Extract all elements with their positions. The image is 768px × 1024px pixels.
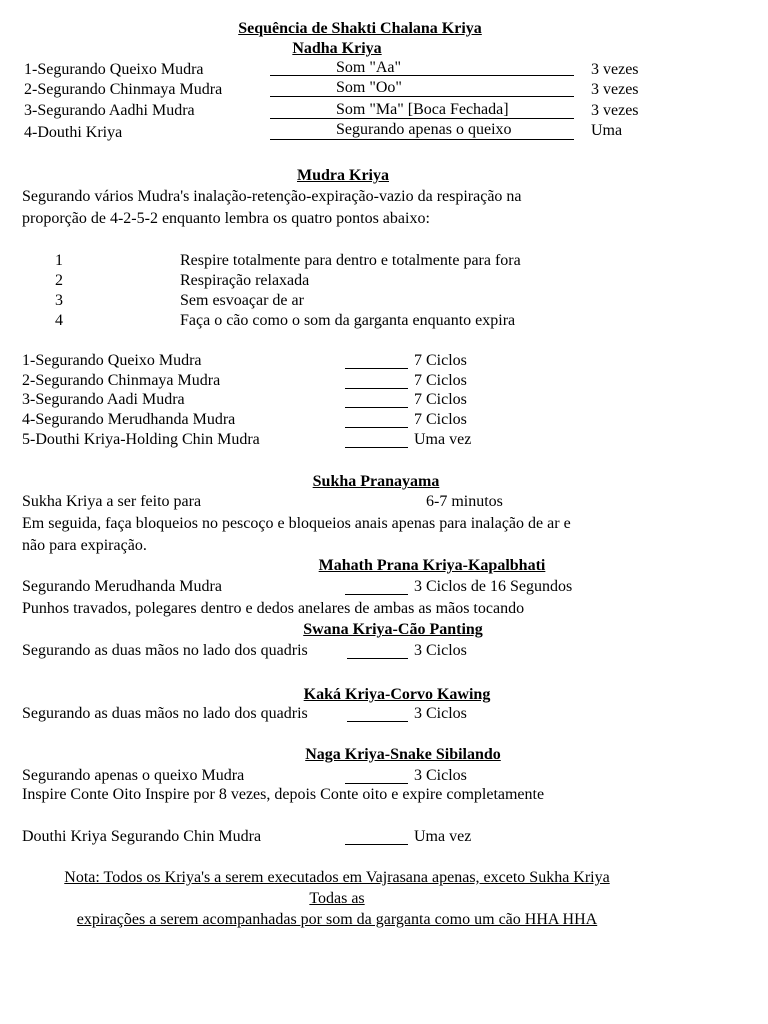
nadha-row-1-desc: Som "Aa" — [336, 59, 402, 76]
sukha-text-line-2: não para expiração. — [22, 537, 147, 554]
mudra-intro-line-2: proporção de 4-2-5-2 enquanto lembra os quatro pontos abaixo: — [22, 210, 430, 227]
douthi-final-label: Douthi Kriya Segurando Chin Mudra — [22, 828, 262, 845]
mudra-row-1-count: 7 Ciclos — [414, 352, 467, 369]
mudra-row-4-count: 7 Ciclos — [414, 411, 467, 428]
nadha-row-4-count: Uma — [591, 122, 623, 139]
kaka-label: Segurando as duas mãos no lado dos quadris — [22, 705, 308, 722]
mudra-kriya-heading: Mudra Kriya — [297, 167, 389, 184]
naga-kriya-heading: Naga Kriya-Snake Sibilando — [305, 746, 501, 763]
mudra-row-5-label: 5-Douthi Kriya-Holding Chin Mudra — [22, 431, 260, 448]
kaka-blank — [347, 721, 408, 722]
kaka-count: 3 Ciclos — [414, 705, 467, 722]
mudra-row-2-blank — [345, 388, 408, 389]
mahath-prana-heading: Mahath Prana Kriya-Kapalbhati — [318, 557, 546, 574]
point-2-text: Respiração relaxada — [180, 272, 310, 289]
mudra-row-3-count: 7 Ciclos — [414, 391, 467, 408]
note-line-1: Nota: Todos os Kriya's a serem executados em Vajrasana apenas, exceto Sukha Kriya — [64, 869, 610, 886]
nadha-row-2-label: 2-Segurando Chinmaya Mudra — [24, 81, 223, 98]
point-3-text: Sem esvoaçar de ar — [180, 292, 304, 309]
mudra-row-5-count: Uma vez — [414, 431, 472, 448]
mudra-row-5-blank — [345, 447, 408, 448]
mudra-intro-line-1: Segurando vários Mudra's inalação-retenção-expiração-vazio da respiração na — [22, 188, 522, 205]
swana-count: 3 Ciclos — [414, 642, 467, 659]
swana-label: Segurando as duas mãos no lado dos quadris — [22, 642, 308, 659]
mudra-row-3-label: 3-Segurando Aadi Mudra — [22, 391, 185, 408]
nadha-row-1-blank — [270, 75, 574, 76]
note-line-3: expirações a serem acompanhadas por som da garganta como um cão HHA HHA — [76, 911, 598, 928]
swana-blank — [347, 658, 408, 659]
nadha-row-4-desc: Segurando apenas o queixo — [336, 121, 512, 138]
douthi-final-blank — [345, 844, 408, 845]
nadha-kriya-heading: Nadha Kriya — [292, 40, 382, 57]
mahath-text: Punhos travados, polegares dentro e dedos anelares de ambas as mãos tocando — [22, 600, 525, 617]
point-4-number: 4 — [55, 312, 63, 329]
mudra-row-1-blank — [345, 368, 408, 369]
mudra-row-1-label: 1-Segurando Queixo Mudra — [22, 352, 202, 369]
mudra-row-3-blank — [345, 407, 408, 408]
naga-text: Inspire Conte Oito Inspire por 8 vezes, depois Conte oito e expire completamente — [22, 786, 545, 803]
sukha-duration-label: Sukha Kriya a ser feito para — [22, 493, 202, 510]
point-2-number: 2 — [55, 272, 63, 289]
naga-label: Segurando apenas o queixo Mudra — [22, 767, 245, 784]
swana-kriya-heading: Swana Kriya-Cão Panting — [303, 621, 483, 638]
point-1-text: Respire totalmente para dentro e totalmente para fora — [180, 252, 521, 269]
nadha-row-2-count: 3 vezes — [591, 81, 639, 98]
mudra-row-2-label: 2-Segurando Chinmaya Mudra — [22, 372, 221, 389]
point-3-number: 3 — [55, 292, 63, 309]
nadha-row-4-label: 4-Douthi Kriya — [24, 124, 123, 141]
nadha-row-3-count: 3 vezes — [591, 102, 639, 119]
mudra-row-2-count: 7 Ciclos — [414, 372, 467, 389]
nadha-row-3-desc: Som "Ma" [Boca Fechada] — [336, 101, 509, 118]
sukha-text-line-1: Em seguida, faça bloqueios no pescoço e bloqueios anais apenas para inalação de ar e — [22, 515, 571, 532]
naga-blank — [345, 783, 408, 784]
mahath-count: 3 Ciclos de 16 Segundos — [414, 578, 573, 595]
kaka-kriya-heading: Kaká Kriya-Corvo Kawing — [303, 686, 491, 703]
nadha-row-1-label: 1-Segurando Queixo Mudra — [24, 61, 204, 78]
naga-count: 3 Ciclos — [414, 767, 467, 784]
sukha-pranayama-heading: Sukha Pranayama — [312, 473, 440, 490]
nadha-row-2-desc: Som "Oo" — [336, 79, 402, 96]
page-title: Sequência de Shakti Chalana Kriya — [238, 20, 482, 37]
nadha-row-1-count: 3 vezes — [591, 61, 639, 78]
nadha-row-3-label: 3-Segurando Aadhi Mudra — [24, 102, 195, 119]
mahath-label: Segurando Merudhanda Mudra — [22, 578, 222, 595]
mahath-blank — [345, 594, 408, 595]
point-1-number: 1 — [55, 252, 63, 269]
douthi-final-count: Uma vez — [414, 828, 472, 845]
mudra-row-4-label: 4-Segurando Merudhanda Mudra — [22, 411, 236, 428]
mudra-row-4-blank — [345, 427, 408, 428]
note-line-2: Todas as — [309, 890, 365, 907]
sukha-duration-value: 6-7 minutos — [426, 493, 503, 510]
nadha-row-2-blank — [270, 96, 574, 97]
point-4-text: Faça o cão como o som da garganta enquanto expira — [180, 312, 516, 329]
